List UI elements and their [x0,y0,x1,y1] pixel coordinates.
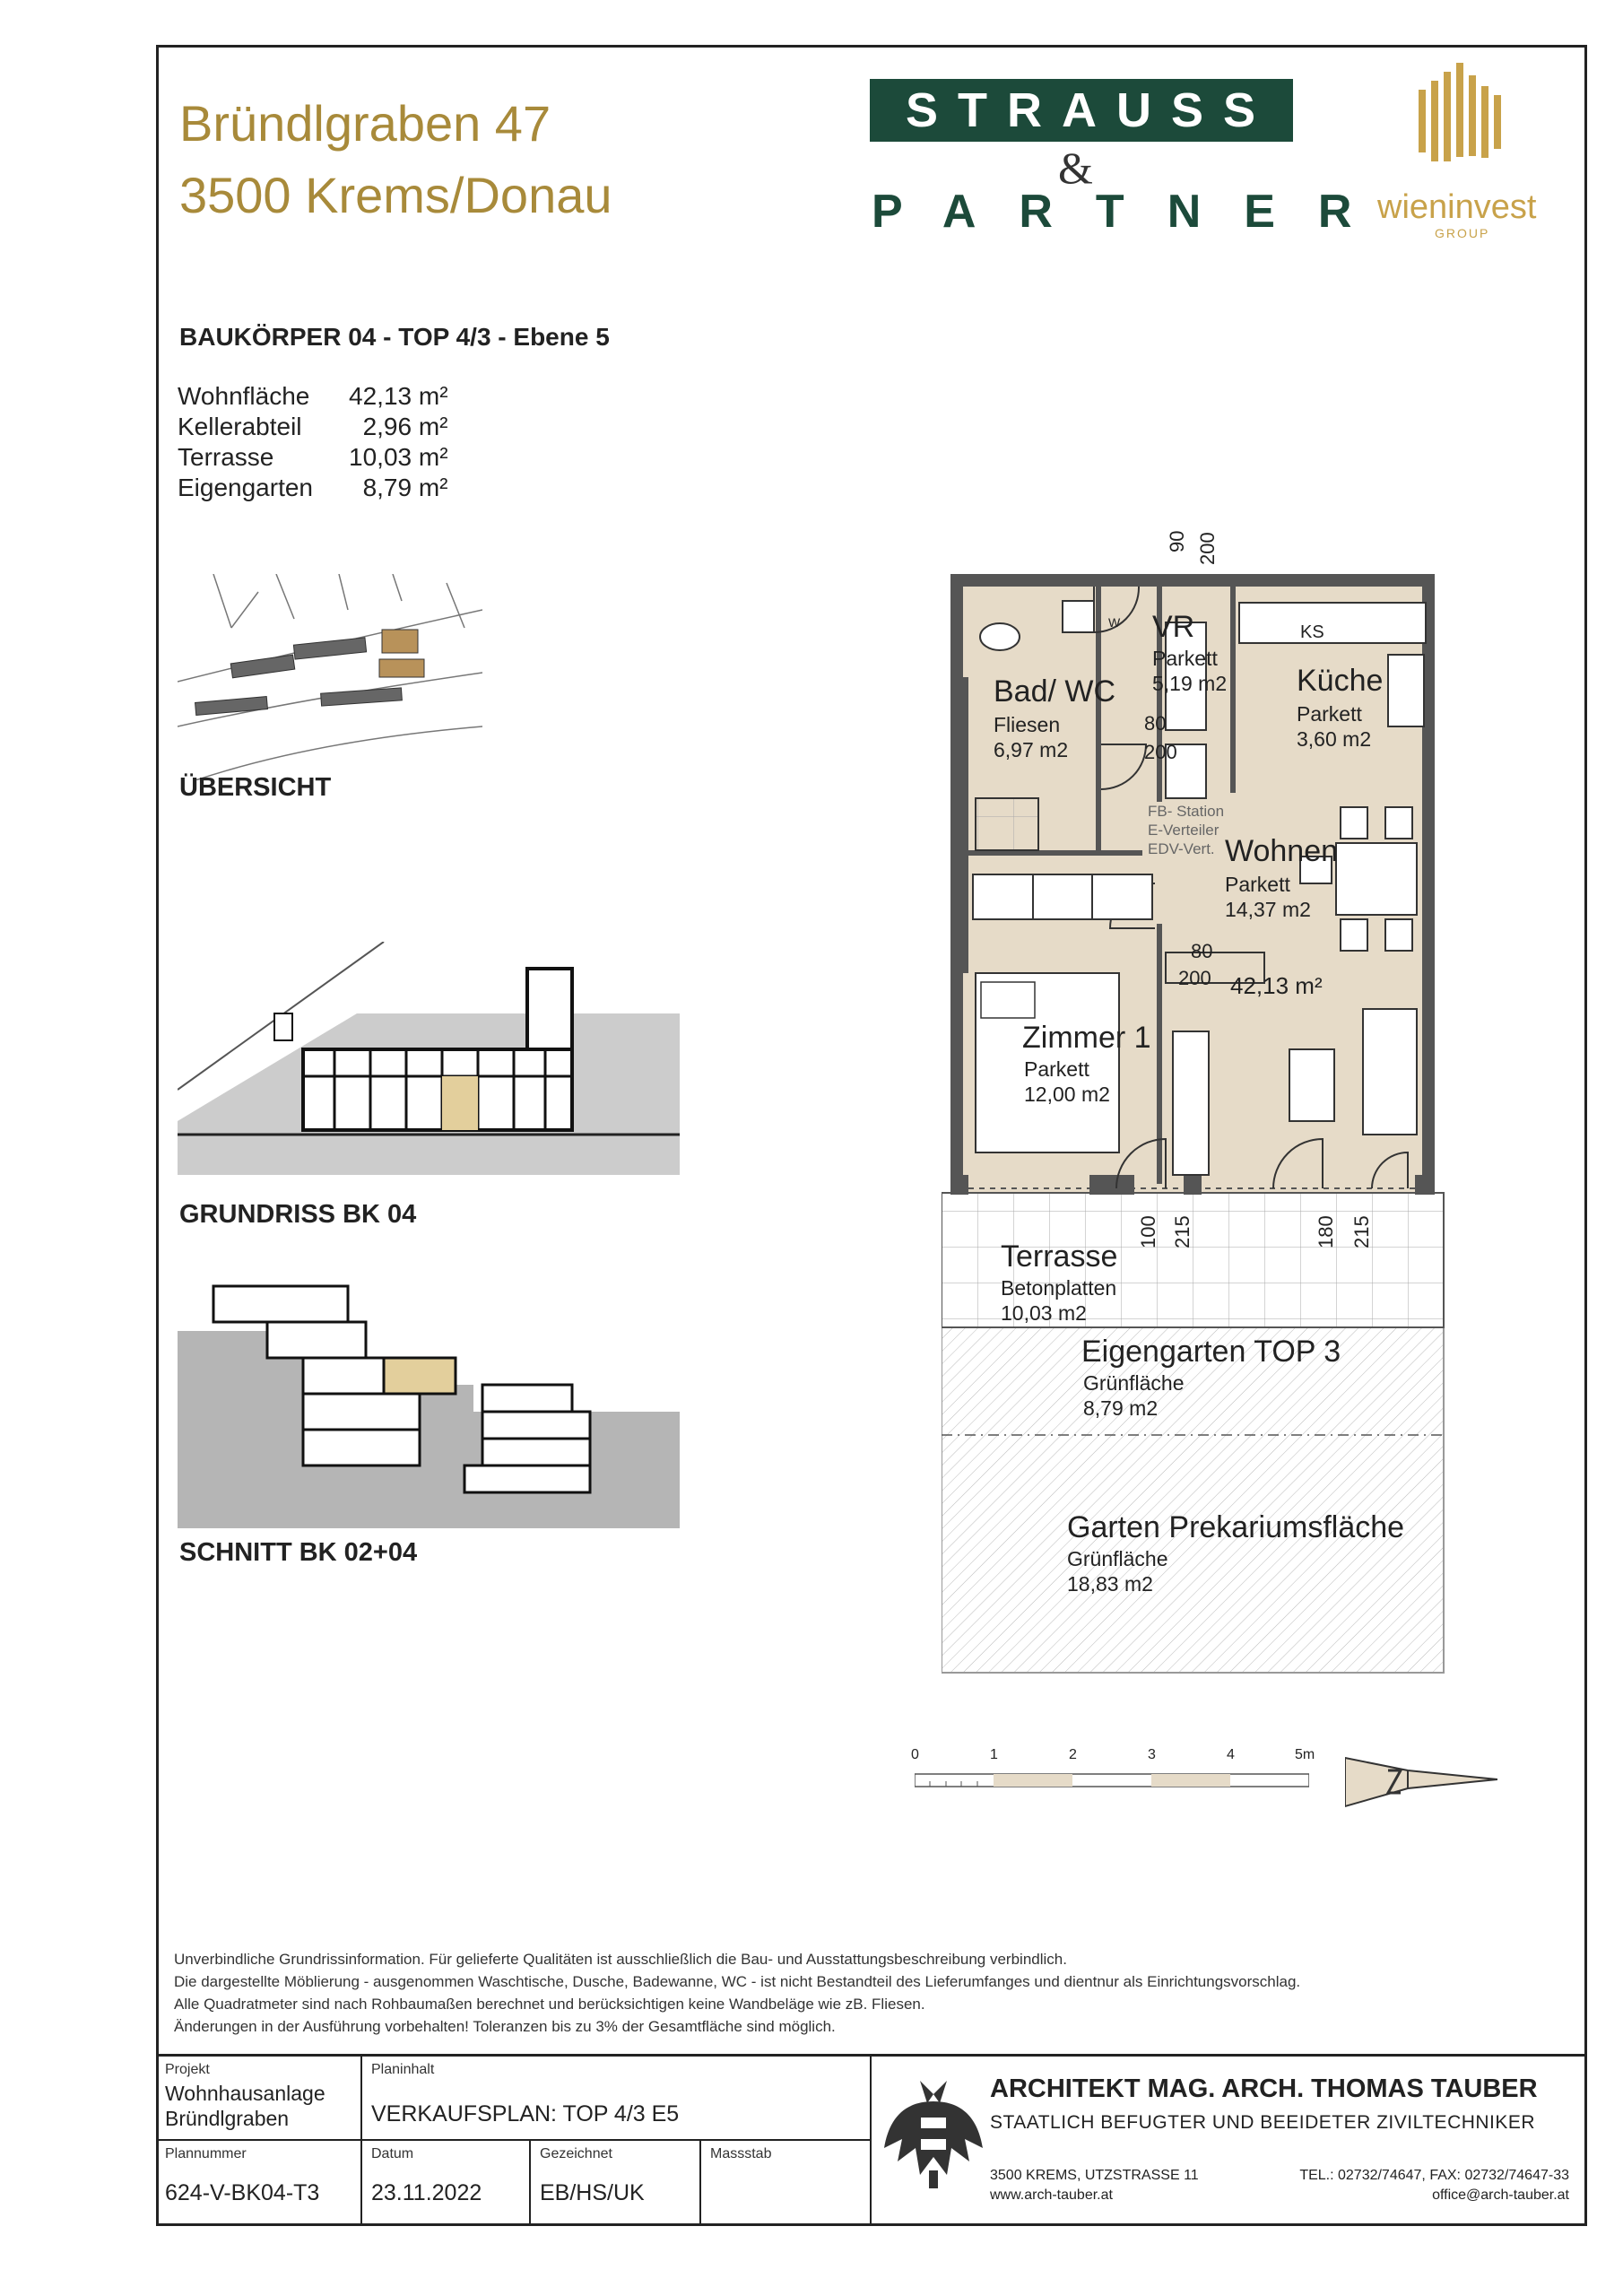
door-dim-label: 200 [1196,532,1219,565]
architect-tel: TEL.: 02732/74647, FAX: 02732/74647-33 [1299,2168,1569,2183]
area-value: 10,03 m² [349,443,448,471]
architect-subtitle: STAATLICH BEFUGTER UND BEEIDETER ZIVILTECHNIKER [990,2112,1536,2133]
total-area-label: 42,13 m² [1230,972,1323,999]
area-table [178,382,448,504]
gezeichnet-label: Gezeichnet [540,2146,612,2161]
scale-bar [915,1763,1309,1795]
datum-label: Datum [371,2146,414,2161]
gezeichnet-value: EB/HS/UK [540,2180,645,2205]
projekt-label: Projekt [165,2062,210,2077]
title-block [156,2054,1587,2226]
datum-value: 23.11.2022 [371,2180,482,2205]
area-row [178,443,448,474]
door-dim-label: 90 [1166,530,1188,552]
datum-cell [362,2141,531,2226]
area-label: Eigengarten [178,474,314,501]
area-label: Wohnfläche [178,382,310,410]
area-value: 42,13 m² [349,382,448,410]
area-row [178,474,448,504]
floorplan-key-title: GRUNDRISS BK 04 [179,1200,417,1229]
planinhalt-cell [362,2057,872,2141]
room-eigengarten-floor: Grünfläche [1083,1371,1185,1395]
room-zimmer-name: Zimmer 1 [1022,1021,1151,1055]
architect-web: www.arch-tauber.at [990,2187,1113,2203]
disclaimer [174,1948,1300,2038]
door-dim-label: 200 [1144,741,1177,763]
area-row [178,382,448,413]
room-garten-area: 18,83 m2 [1067,1572,1153,1596]
scale-tick-label: 4 [1227,1747,1235,1762]
plannummer-value: 624-V-BK04-T3 [165,2180,320,2205]
room-eigengarten-name: Eigengarten TOP 3 [1081,1335,1341,1369]
room-terrasse-area: 10,03 m2 [1001,1301,1087,1325]
wieninvest-logo-text: wieninvest [1377,188,1537,226]
fridge-label: KS [1300,622,1324,642]
projekt-cell [156,2057,362,2141]
scale-tick-label: 0 [911,1747,919,1762]
building-keyplan [178,942,680,1179]
austrian-eagle-icon [884,2076,983,2197]
room-garten-floor: Grünfläche [1067,1547,1168,1570]
room-kueche-name: Küche [1297,664,1384,698]
room-zimmer-floor: Parkett [1024,1057,1089,1081]
room-wohnen-name: Wohnen [1225,834,1339,868]
disclaimer-line: Alle Quadratmeter sind nach Rohbaumaßen berechnet und berücksichtigen keine Wandbeläge wie zB. Fliesen. [174,1996,925,2013]
fb-station-line: FB- Station [1148,803,1225,820]
partner-logo-text: PARTNER [872,186,1395,238]
plannummer-label: Plannummer [165,2146,247,2161]
address-line2: 3500 Krems/Donau [179,167,612,223]
room-vr-area: 5,19 m2 [1152,672,1228,695]
disclaimer-line: Änderungen in der Ausführung vorbehalten! Toleranzen bis zu 3% der Gesamtfläche sind möglich. [174,2018,836,2035]
window-dim-label: 100 [1137,1215,1159,1248]
washer-label: W [1108,615,1121,630]
fb-station-label [1148,802,1224,858]
projekt-value-line2: Bründlgraben [165,2107,290,2130]
planinhalt-label: Planinhalt [371,2062,435,2077]
address-line1: Bründlgraben 47 [179,95,551,152]
north-arrow-icon [1345,1752,1497,1820]
scale-tick-label: 5m [1295,1747,1315,1762]
fb-station-line: EDV-Vert. [1148,840,1215,857]
scale-tick-label: 3 [1148,1747,1156,1762]
disclaimer-line: Die dargestellte Möblierung - ausgenommen Waschtische, Dusche, Badewanne, WC - ist nicht Bestandteil des Lieferumfanges und dientnur als Einrichtungsvorschlag. [174,1973,1301,1990]
room-garten-name: Garten Prekariumsfläche [1067,1510,1405,1544]
overview-site-map [178,574,482,785]
room-wohnen-floor: Parkett [1225,873,1290,896]
room-eigengarten-area: 8,79 m2 [1083,1396,1159,1420]
room-bad-name: Bad/ WC [994,674,1116,709]
room-wohnen-area: 14,37 m2 [1225,898,1311,921]
room-zimmer-area: 12,00 m2 [1024,1083,1110,1106]
scale-tick-label: 2 [1069,1747,1077,1762]
wieninvest-logo-mark [1417,63,1506,175]
architect-email: office@arch-tauber.at [1432,2187,1569,2203]
room-kueche-area: 3,60 m2 [1297,727,1372,751]
window-dim-label: 215 [1171,1215,1193,1248]
section-drawing [178,1277,680,1533]
fb-station-line: E-Verteiler [1148,822,1219,839]
room-bad-area: 6,97 m2 [994,738,1069,761]
room-terrasse-floor: Betonplatten [1001,1276,1117,1300]
area-value: 2,96 m² [362,413,448,440]
strauss-logo-text: STRAUSS [905,83,1276,137]
room-kueche-floor: Parkett [1297,702,1362,726]
section-title: SCHNITT BK 02+04 [179,1538,418,1567]
unit-heading: BAUKÖRPER 04 - TOP 4/3 - Ebene 5 [179,323,610,351]
room-bad-floor: Fliesen [994,713,1061,736]
projekt-value-line1: Wohnhausanlage [165,2082,325,2105]
area-value: 8,79 m² [362,474,448,501]
massstab-cell [701,2141,872,2226]
wieninvest-group-text: GROUP [1435,226,1490,240]
door-dim-label: 200 [1178,967,1211,989]
room-vr-name: VR [1152,610,1195,644]
room-vr-floor: Parkett [1152,647,1218,670]
disclaimer-line: Unverbindliche Grundrissinformation. Für gelieferte Qualitäten ist ausschließlich die Bau- und Ausstattungsbeschreibung verbindlich. [174,1951,1067,1968]
gezeichnet-cell [531,2141,701,2226]
window-dim-label: 180 [1315,1215,1337,1248]
scale-tick-label: 1 [990,1747,998,1762]
room-terrasse-name: Terrasse [1001,1239,1118,1274]
plannummer-cell [156,2141,362,2226]
area-label: Kellerabteil [178,413,302,440]
window-dim-label: 215 [1350,1215,1373,1248]
strauss-logo-ampersand: & [1058,143,1093,193]
architect-name: ARCHITEKT MAG. ARCH. THOMAS TAUBER [990,2074,1538,2103]
door-dim-label: 80 [1144,712,1167,735]
planinhalt-value: VERKAUFSPLAN: TOP 4/3 E5 [371,2101,680,2126]
door-dim-label: 80 [1191,940,1213,962]
area-label: Terrasse [178,443,274,471]
overview-title: ÜBERSICHT [179,773,332,802]
strauss-logo-banner [870,79,1293,142]
massstab-label: Massstab [710,2146,772,2161]
architect-address: 3500 KREMS, UTZSTRASSE 11 [990,2168,1199,2183]
area-row [178,413,448,443]
